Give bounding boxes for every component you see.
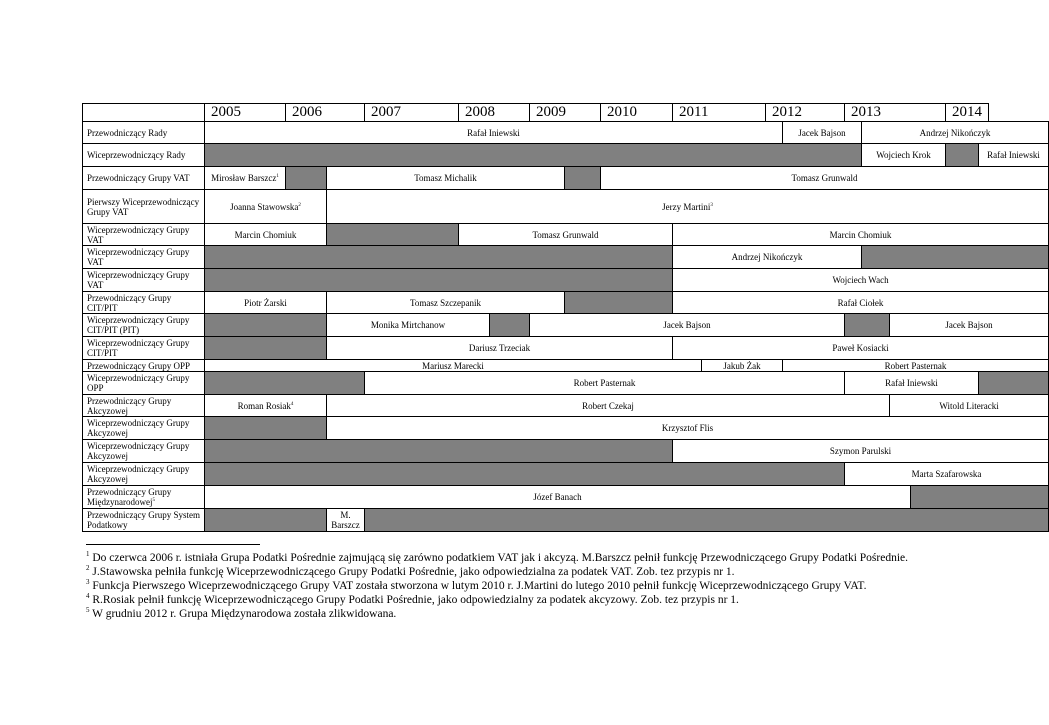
row-label: Wiceprzewodniczący Grupy OPP — [83, 372, 205, 395]
year-header-cell: 2005 — [205, 104, 286, 122]
vacant-cell — [946, 144, 979, 167]
year-header-cell: 2007 — [365, 104, 459, 122]
footnote-text: Funkcja Pierwszego Wiceprzewodniczącego Grupy VAT została stworzona w lutym 2010 r. J.Martini do lutego 2010 pełnił funkcję Wiceprzewodniczącego Grupy VAT. — [89, 580, 867, 592]
vacant-cell — [205, 509, 327, 532]
table-row — [83, 440, 1049, 463]
footnotes — [86, 544, 946, 621]
row-label: Wiceprzewodniczący Grupy VAT — [83, 224, 205, 246]
row-label: Wiceprzewodniczący Grupy VAT — [83, 269, 205, 292]
footnote-text: J.Stawowska pełniła funkcję Wiceprzewodniczącego Grupy Podatki Pośrednie, jako odpowiedzialna za podatek VAT. Zob. tez przypis nr 1. — [89, 566, 735, 578]
member-cell: Jacek Bajson — [783, 122, 862, 144]
member-cell: Krzysztof Flis — [327, 417, 1049, 440]
member-cell: Dariusz Trzeciak — [327, 337, 673, 360]
header-corner-cell — [83, 104, 205, 122]
table-row — [83, 509, 1049, 532]
row-label: Przewodniczący Grupy VAT — [83, 167, 205, 190]
vacant-cell — [205, 463, 845, 486]
member-cell: Robert Pasternak — [783, 360, 1049, 372]
vacant-cell — [565, 292, 673, 314]
vacant-cell — [862, 246, 1049, 269]
vacant-cell — [845, 314, 890, 337]
vacant-cell — [286, 167, 327, 190]
footnote-number: 5 — [86, 606, 90, 615]
member-cell: Monika Mirtchanow — [327, 314, 490, 337]
table-row — [83, 337, 1049, 360]
member-cell: Rafał Iniewski — [845, 372, 979, 395]
vacant-cell — [327, 224, 459, 246]
table-row — [83, 246, 1049, 269]
vacant-cell — [205, 372, 365, 395]
table-row — [83, 190, 1049, 224]
footnote-marker: 3 — [710, 202, 713, 208]
table-row — [83, 417, 1049, 440]
footnote — [86, 565, 946, 579]
table-row — [83, 167, 1049, 190]
vacant-cell — [490, 314, 530, 337]
footnote-marker: 4 — [290, 401, 294, 407]
table-row — [83, 395, 1049, 417]
member-cell: Andrzej Nikończyk — [862, 122, 1049, 144]
vacant-cell — [979, 372, 1049, 395]
vacant-cell — [205, 246, 673, 269]
member-cell: Jakub Żak — [702, 360, 783, 372]
member-name: Jerzy Martini — [662, 201, 711, 212]
table-row — [83, 360, 1049, 372]
footnote-number: 3 — [86, 578, 90, 587]
row-label: Wiceprzewodniczący Rady — [83, 144, 205, 167]
member-cell: Jacek Bajson — [890, 314, 1049, 337]
member-cell: Marcin Chomiuk — [205, 224, 327, 246]
table-row — [83, 292, 1049, 314]
membership-timeline-table — [82, 103, 1049, 532]
vacant-cell — [205, 417, 327, 440]
year-header-cell: 2013 — [845, 104, 946, 122]
row-label: Wiceprzewodniczący Grupy CIT/PIT — [83, 337, 205, 360]
member-cell — [205, 395, 327, 417]
row-label: Pierwszy Wiceprzewodniczący Grupy VAT — [83, 190, 205, 224]
member-cell: Tomasz Grunwald — [601, 167, 1049, 190]
member-cell: Szymon Parulski — [673, 440, 1049, 463]
row-label: Przewodniczący Grupy System Podatkowy — [83, 509, 205, 532]
table-row — [83, 314, 1049, 337]
footnote — [86, 551, 946, 565]
footnote — [86, 579, 946, 593]
member-cell: Marcin Chomiuk — [673, 224, 1049, 246]
row-label: Wiceprzewodniczący Grupy Akcyzowej — [83, 417, 205, 440]
year-header-cell: 2009 — [530, 104, 601, 122]
footnote-marker: 2 — [298, 202, 301, 208]
member-name: Joanna Stawowska — [230, 201, 299, 212]
table-row — [83, 122, 1049, 144]
footnote-text: W grudniu 2012 r. Grupa Międzynarodowa została zlikwidowana. — [89, 608, 397, 620]
vacant-cell — [205, 440, 673, 463]
table-row — [83, 486, 1049, 509]
vacant-cell — [205, 337, 327, 360]
year-header-row — [83, 104, 1049, 122]
table-row — [83, 144, 1049, 167]
row-label: Przewodniczący Grupy Akcyzowej — [83, 395, 205, 417]
member-cell: M. Barszcz — [327, 509, 365, 532]
row-label: Przewodniczący Grupy CIT/PIT — [83, 292, 205, 314]
footnote-text: R.Rosiak pełnił funkcję Wiceprzewodniczącego Grupy Podatki Pośrednie, jako odpowiedzialny za podatek akcyzowy. Zob. tez przypis nr 1. — [89, 594, 739, 606]
vacant-cell — [911, 486, 1049, 509]
member-cell: Tomasz Michalik — [327, 167, 565, 190]
member-cell — [205, 190, 327, 224]
row-label: Przewodniczący Grupy OPP — [83, 360, 205, 372]
footnote-number: 4 — [86, 592, 90, 601]
member-cell — [205, 167, 286, 190]
footnote-separator — [86, 544, 260, 545]
member-cell: Rafał Iniewski — [205, 122, 783, 144]
table-row — [83, 372, 1049, 395]
year-header-cell: 2014 — [946, 104, 989, 122]
member-cell: Tomasz Szczepanik — [327, 292, 565, 314]
row-label-text: Przewodniczący Grupy Międzynarodowej — [87, 487, 172, 507]
footnote — [86, 593, 946, 607]
member-name: Roman Rosiak — [237, 400, 291, 411]
member-name: Mirosław Barszcz — [211, 173, 277, 183]
row-label: Wiceprzewodniczący Grupy VAT — [83, 246, 205, 269]
footnote — [86, 607, 946, 621]
table-row — [83, 269, 1049, 292]
vacant-cell — [365, 509, 1049, 532]
member-cell: Paweł Kosiacki — [673, 337, 1049, 360]
member-cell: Marta Szafarowska — [845, 463, 1049, 486]
member-cell: Tomasz Grunwald — [459, 224, 673, 246]
table-row — [83, 224, 1049, 246]
member-cell: Mariusz Marecki — [205, 360, 702, 372]
year-header-cell: 2012 — [766, 104, 845, 122]
row-label — [83, 486, 205, 509]
footnote-marker: 5 — [152, 498, 155, 503]
member-cell: Robert Czekaj — [327, 395, 890, 417]
footnote-marker: 1 — [276, 174, 279, 179]
member-cell: Witold Literacki — [890, 395, 1049, 417]
year-header-cell: 2006 — [286, 104, 365, 122]
member-cell: Rafał Iniewski — [979, 144, 1049, 167]
vacant-cell — [205, 314, 327, 337]
member-cell: Rafał Ciołek — [673, 292, 1049, 314]
year-header-cell: 2010 — [601, 104, 673, 122]
row-label: Przewodniczący Rady — [83, 122, 205, 144]
row-label: Wiceprzewodniczący Grupy Akcyzowej — [83, 463, 205, 486]
footnote-text: Do czerwca 2006 r. istniała Grupa Podatki Pośrednie zajmującą się zarówno podatkiem VAT jak i akcyzą. M.Barszcz pełnił funkcję Przewodniczącego Grupy Podatki Pośrednie. — [89, 552, 908, 564]
footnote-number: 1 — [86, 550, 90, 559]
member-cell: Andrzej Nikończyk — [673, 246, 862, 269]
row-label: Wiceprzewodniczący Grupy CIT/PIT (PIT) — [83, 314, 205, 337]
member-cell: Wojciech Wach — [673, 269, 1049, 292]
member-cell — [327, 190, 1049, 224]
vacant-cell — [205, 144, 862, 167]
member-cell: Robert Pasternak — [365, 372, 845, 395]
table-row — [83, 463, 1049, 486]
member-cell: Jacek Bajson — [530, 314, 845, 337]
footnote-number: 2 — [86, 564, 90, 573]
member-cell: Wojciech Krok — [862, 144, 946, 167]
year-header-cell: 2011 — [673, 104, 766, 122]
member-cell: Józef Banach — [205, 486, 911, 509]
row-label: Wiceprzewodniczący Grupy Akcyzowej — [83, 440, 205, 463]
member-cell: Piotr Żarski — [205, 292, 327, 314]
year-header-cell: 2008 — [459, 104, 530, 122]
vacant-cell — [205, 269, 673, 292]
vacant-cell — [565, 167, 601, 190]
